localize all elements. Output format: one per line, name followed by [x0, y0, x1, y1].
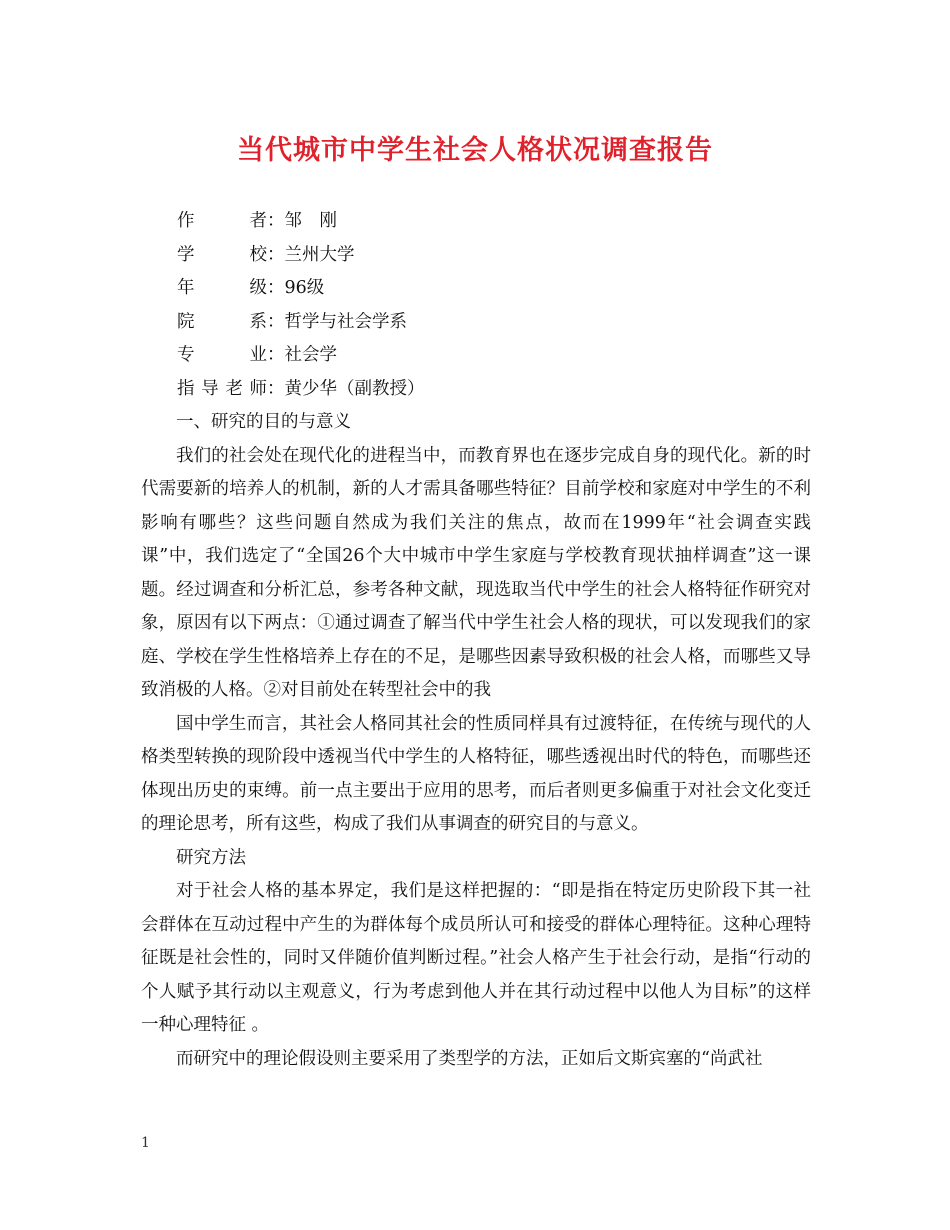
- meta-label: 作者: [177, 211, 267, 231]
- meta-label: 学校: [177, 244, 267, 265]
- meta-value: 哲学与社会学系: [284, 311, 407, 332]
- meta-separator: ：: [267, 244, 285, 265]
- meta-separator: ：: [267, 278, 285, 298]
- meta-separator: ：: [267, 345, 285, 365]
- meta-row-author: [177, 205, 817, 239]
- author-info-block: [177, 205, 817, 406]
- paragraph: 我们的社会处在现代化的进程当中，而教育界也在逐步完成自身的现代化。新的时代需要新的培养人的机制，新的人才需具备哪些特征？目前学校和家庭对中学生的不利影响有哪些？这些问题自然成为我们关注的焦点，故而在1999年“社会调查实践课”中，我们选定了“全国26个大中城市中学生家庭与学校教育现状抽样调查”这一课题。经过调查和分析汇总，参考各种文献，现选取当代中学生的社会人格特征作研究对象，原因有以下两点：①通过调查了解当代中学生社会人格的现状，可以发现我们的家庭、学校在学生性格培养上存在的不足，是哪些因素导致积极的社会人格，而哪些又导致消极的人格。②对目前处在转型社会中的我: [141, 445, 811, 700]
- paragraph: 国中学生而言，其社会人格同其社会的性质同样具有过渡特征，在传统与现代的人格类型转换的现阶段中透视当代中学生的人格特征，哪些透视出时代的特色，而哪些还体现出历史的束缚。前一点主要出于应用的思考，而后者则更多偏重于对社会文化变迁的理论思考，所有这些，构成了我们从事调查的研究目的与意义。: [141, 713, 811, 834]
- meta-value: 社会学: [284, 345, 337, 365]
- meta-label: 指导老师: [177, 378, 267, 399]
- meta-row-school: [177, 239, 817, 273]
- meta-value: 兰州大学: [284, 244, 355, 265]
- paragraph: 对于社会人格的基本界定，我们是这样把握的：“即是指在特定历史阶段下其一社会群体在互动过程中产生的为群体每个成员所认可和接受的群体心理特征。这种心理特征既是社会性的，同时又伴随价值判断过程。”社会人格产生于社会行动，是指“行动的个人赋予其行动以主观意义，行为考虑到他人并在其行动过程中以他人为目标”的这样一种心理特征 。: [141, 881, 811, 1035]
- meta-value: 邹 刚: [284, 211, 337, 231]
- section-heading-purpose: 一、研究的目的与意义: [176, 412, 351, 432]
- meta-separator: ：: [267, 311, 285, 332]
- page-number: 1: [141, 1135, 150, 1151]
- document-body: [141, 406, 811, 1076]
- section-heading-method: 研究方法: [176, 847, 246, 868]
- paragraph: 而研究中的理论假设则主要采用了类型学的方法，正如后文斯宾塞的“尚武社: [176, 1048, 763, 1069]
- meta-label: 专业: [177, 345, 267, 365]
- meta-label: 年级: [177, 278, 267, 298]
- meta-label: 院系: [177, 311, 267, 332]
- document-title: 当代城市中学生社会人格状况调查报告: [237, 135, 713, 166]
- meta-row-grade: [177, 272, 817, 306]
- meta-row-department: [177, 306, 817, 340]
- meta-value: 96级: [284, 278, 325, 298]
- meta-value: 黄少华（副教授）: [284, 378, 425, 399]
- meta-separator: ：: [267, 211, 285, 231]
- meta-row-advisor: [177, 373, 817, 407]
- meta-separator: ：: [267, 378, 285, 399]
- meta-row-major: [177, 339, 817, 373]
